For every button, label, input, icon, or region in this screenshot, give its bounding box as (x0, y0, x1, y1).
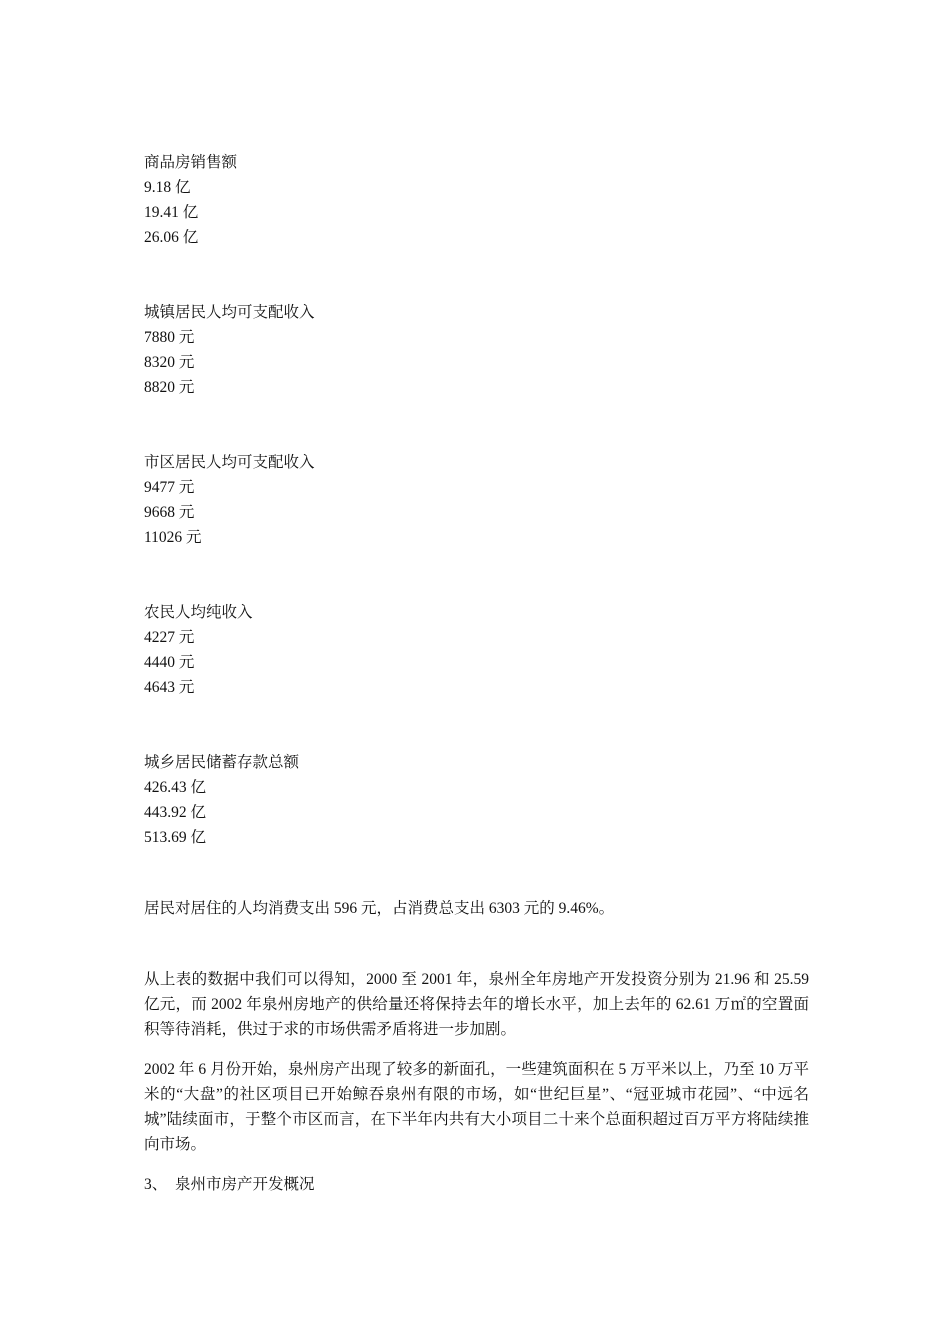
stat-value: 443.92 亿 (144, 804, 207, 821)
stat-value: 8320 元 (144, 354, 195, 371)
stat-value: 8820 元 (144, 379, 195, 396)
stat-value: 513.69 亿 (144, 829, 207, 846)
stat-value: 426.43 亿 (144, 779, 207, 796)
stat-block-farmer-income (144, 600, 809, 700)
stat-label: 城镇居民人均可支配收入 (144, 304, 315, 321)
stat-value: 4440 元 (144, 654, 195, 671)
stat-label: 城乡居民储蓄存款总额 (144, 754, 300, 771)
stat-value: 9.18 亿 (144, 179, 191, 196)
stat-value: 4643 元 (144, 679, 195, 696)
stat-block-savings (144, 750, 809, 850)
stat-value: 7880 元 (144, 329, 195, 346)
stat-label: 市区居民人均可支配收入 (144, 454, 315, 471)
analysis-paragraph: 从上表的数据中我们可以得知，2000 至 2001 年，泉州全年房地产开发投资分别为 21.96 和 25.59 亿元，而 2002 年泉州房地产的供给量还将保持去年的增长水平，加上去年的 62.61 万㎡的空置面积等待消耗，供过于求的市场供需矛盾将进一步加剧。 (144, 971, 809, 1038)
document-body (144, 150, 809, 1197)
stat-label: 商品房销售额 (144, 154, 238, 171)
stat-value: 19.41 亿 (144, 204, 199, 221)
stat-value: 11026 元 (144, 529, 202, 546)
stat-label: 农民人均纯收入 (144, 604, 253, 621)
section-heading: 3、 泉州市房产开发概况 (144, 1176, 315, 1193)
june-2002-paragraph: 2002 年 6 月份开始，泉州房产出现了较多的新面孔，一些建筑面积在 5 万平米以上，乃至 10 万平米的“大盘”的社区项目已开始鲸吞泉州有限的市场，如“世纪巨星”、“冠亚城市花园”、“中远名城”陆续面市，于整个市区而言，在下半年内共有大小项目二十来个总面积超过百万平方将陆续推向市场。 (144, 1061, 809, 1153)
stat-block-urban-income (144, 300, 809, 400)
stat-block-sales (144, 150, 809, 250)
stat-value: 26.06 亿 (144, 229, 199, 246)
stat-value: 4227 元 (144, 629, 195, 646)
stat-value: 9477 元 (144, 479, 195, 496)
stat-value: 9668 元 (144, 504, 195, 521)
consumption-paragraph: 居民对居住的人均消费支出 596 元，占消费总支出 6303 元的 9.46%。 (144, 900, 615, 917)
stat-block-city-income (144, 450, 809, 550)
